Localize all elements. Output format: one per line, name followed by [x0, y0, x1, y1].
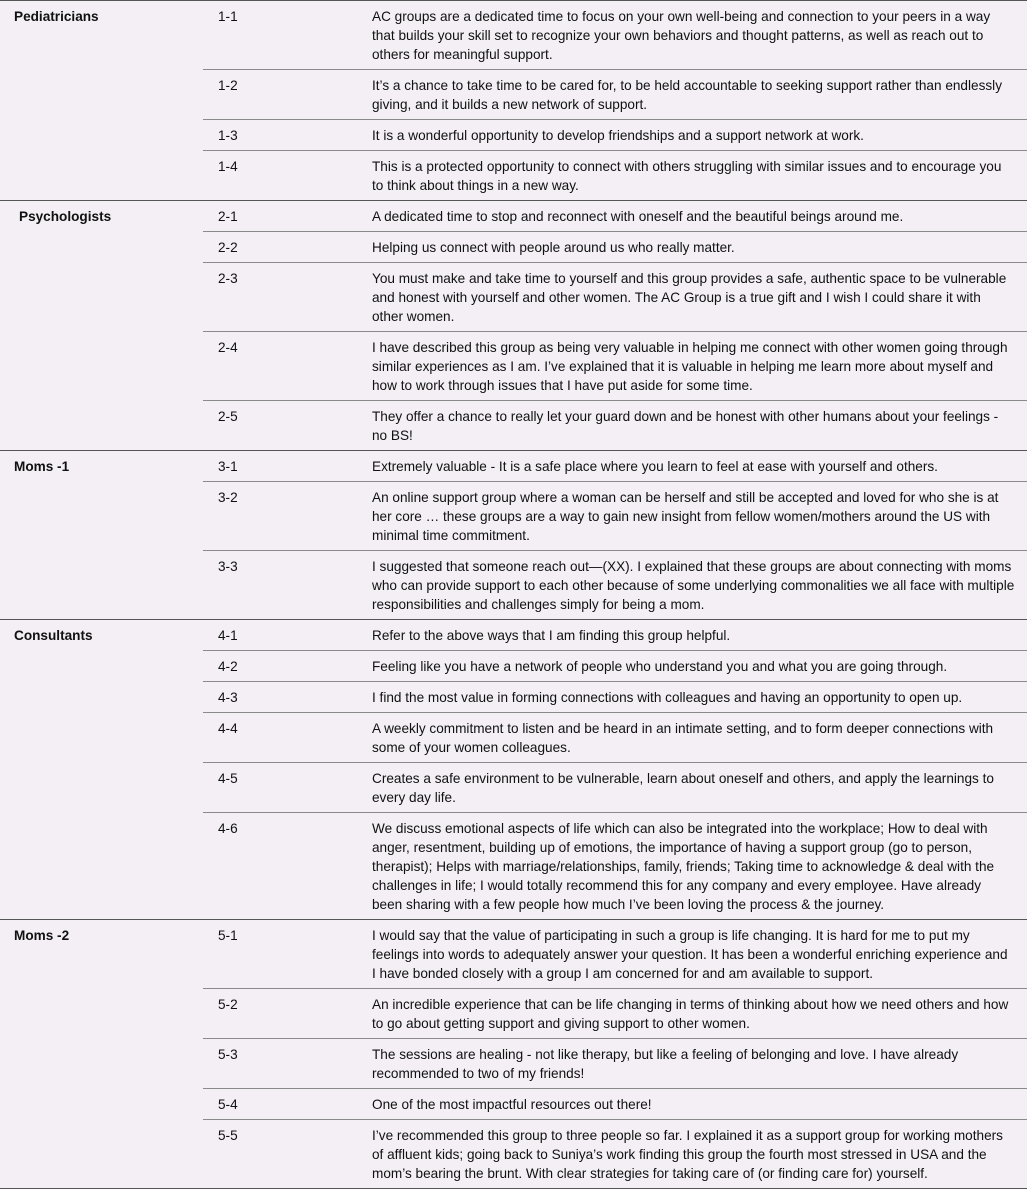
response-text-cell: You must make and take time to yourself and this group provides a safe, authentic space to be vulnerable and honest with yourself and other women. The AC Group is a true gift and I wish I could share it with other women. [358, 263, 1027, 332]
response-id-cell: 3-1 [203, 451, 358, 482]
response-text-cell: AC groups are a dedicated time to focus on your own well-being and connection to your peers in a way that builds your skill set to recognize your own behaviors and thought patterns, as well as reach out to others for meaningful support. [358, 1, 1027, 70]
response-text-cell: Helping us connect with people around us who really matter. [358, 232, 1027, 263]
table-row [0, 151, 1027, 201]
response-text-cell: Refer to the above ways that I am finding this group helpful. [358, 620, 1027, 651]
response-id-cell: 4-4 [203, 713, 358, 763]
response-id-cell: 3-2 [203, 482, 358, 551]
response-text-cell: They offer a chance to really let your guard down and be honest with other humans about your feelings - no BS! [372, 409, 999, 443]
group-section [0, 451, 1027, 620]
table-row [0, 120, 1027, 151]
response-text-cell: Extremely valuable - It is a safe place where you learn to feel at ease with yourself and others. [358, 451, 1027, 482]
response-id-cell: 1-4 [218, 159, 238, 174]
response-text-cell: I would say that the value of participating in such a group is life changing. It is hard for me to put my feelings into words to adequately answer your question. It has been a wonderful enriching experience and I have bonded closely with a group I am concerned for and am available to support. [358, 920, 1027, 989]
table-row [0, 620, 1027, 651]
response-id-cell: 4-5 [203, 763, 358, 813]
table-row [0, 920, 1027, 989]
response-text-cell: It is a wonderful opportunity to develop friendships and a support network at work. [358, 120, 1027, 151]
table-row [0, 332, 1027, 401]
response-id-cell: 5-4 [203, 1089, 358, 1120]
response-text-cell: A dedicated time to stop and reconnect with oneself and the beautiful beings around me. [358, 201, 1027, 232]
group-section [0, 920, 1027, 1189]
response-id-cell: 1-2 [203, 70, 358, 120]
group-section [0, 620, 1027, 920]
table-row [0, 713, 1027, 763]
group-name-cell [0, 232, 203, 263]
group-name-cell [0, 401, 203, 451]
table-row [0, 813, 1027, 920]
response-id-cell: 5-3 [203, 1039, 358, 1089]
group-name-cell: Psychologists [0, 201, 203, 232]
group-name-cell [0, 763, 203, 813]
group-name-cell [0, 551, 203, 620]
response-id-cell: 2-5 [218, 409, 238, 424]
table-row [0, 482, 1027, 551]
response-id-cell: 2-4 [203, 332, 358, 401]
group-name-cell: Moms -2 [0, 920, 203, 989]
group-name-cell [0, 813, 203, 920]
table-row [0, 1089, 1027, 1120]
response-text-cell: Feeling like you have a network of people who understand you and what you are going through. [358, 651, 1027, 682]
group-name-cell: Consultants [0, 620, 203, 651]
group-name-cell [0, 482, 203, 551]
table-row [0, 682, 1027, 713]
response-id-cell: 4-1 [203, 620, 358, 651]
response-text-cell: Creates a safe environment to be vulnerable, learn about oneself and others, and apply the learnings to every day life. [358, 763, 1027, 813]
response-text-cell: A weekly commitment to listen and be heard in an intimate setting, and to form deeper connections with some of your women colleagues. [358, 713, 1027, 763]
table-row [0, 989, 1027, 1039]
response-id-cell: 2-2 [203, 232, 358, 263]
group-name-cell [0, 70, 203, 120]
response-text-cell: I’ve recommended this group to three people so far. I explained it as a support group for working mothers of affluent kids; going back to Suniya’s work finding this group the fourth most stressed in USA and the mom’s bearing the brunt. With clear strategies for taking care of (or finding care for) yourself. [358, 1120, 1027, 1189]
response-text-cell: The sessions are healing - not like therapy, but like a feeling of belonging and love. I have already recommended to two of my friends! [358, 1039, 1027, 1089]
table-row [0, 763, 1027, 813]
response-id-cell: 1-1 [203, 1, 358, 70]
response-text-cell: I have described this group as being very valuable in helping me connect with other women going through similar experiences as I am. I’ve explained that it is valuable in helping me learn more about myself and how to work through issues that I have put aside for some time. [358, 332, 1027, 401]
table-row [0, 401, 1027, 451]
group-name-cell [0, 713, 203, 763]
group-name-cell [0, 1089, 203, 1120]
response-id-cell: 5-2 [203, 989, 358, 1039]
table-row [0, 651, 1027, 682]
group-name-cell [0, 1039, 203, 1089]
response-text-cell: An online support group where a woman can be herself and still be accepted and loved for who she is at her core … these groups are a way to gain new insight from fellow women/mothers around the US with minimal time commitment. [358, 482, 1027, 551]
response-text-cell: I suggested that someone reach out—(XX). I explained that these groups are about connecting with moms who can provide support to each other because of some underlying commonalities we all face with multiple responsibilities and challenges simply for being a mom. [372, 559, 1015, 612]
group-name-cell: Moms -1 [0, 451, 203, 482]
group-section [0, 1, 1027, 201]
group-name-cell [0, 651, 203, 682]
group-name-cell [0, 263, 203, 332]
response-text-cell: I find the most value in forming connections with colleagues and having an opportunity to open up. [358, 682, 1027, 713]
response-id-cell: 5-1 [203, 920, 358, 989]
table-row [0, 451, 1027, 482]
table-row [0, 232, 1027, 263]
group-name-cell [0, 682, 203, 713]
group-name-cell [0, 151, 203, 201]
response-id-cell: 4-6 [218, 821, 238, 836]
table-row [0, 1120, 1027, 1189]
response-id-cell: 4-2 [203, 651, 358, 682]
table-row [0, 1, 1027, 70]
group-name-cell [0, 989, 203, 1039]
group-name-cell [0, 332, 203, 401]
response-id-cell: 3-3 [218, 559, 238, 574]
table-row [0, 201, 1027, 232]
response-id-cell: 4-3 [203, 682, 358, 713]
response-id-cell: 5-5 [203, 1120, 358, 1189]
table-row [0, 70, 1027, 120]
response-id-cell: 1-3 [203, 120, 358, 151]
response-text-cell: An incredible experience that can be life changing in terms of thinking about how we need others and how to go about getting support and giving support to other women. [358, 989, 1027, 1039]
table-row [0, 551, 1027, 620]
response-text-cell: We discuss emotional aspects of life which can also be integrated into the workplace; How to deal with anger, resentment, building up of emotions, the importance of having a support group (go to person, therapist); Helps with marriage/relationships, family, friends; Taking time to acknowledge & deal with the challenges in life; I would totally recommend this for any company and every employee. Have already been sharing with a few people how much I’ve been loving the process & the journey. [372, 821, 995, 912]
response-text-cell: This is a protected opportunity to connect with others struggling with similar issues and to encourage you to think about things in a new way. [372, 159, 1002, 193]
group-name-cell [0, 120, 203, 151]
response-text-cell: One of the most impactful resources out there! [358, 1089, 1027, 1120]
table-row [0, 1039, 1027, 1089]
response-text-cell: It’s a chance to take time to be cared for, to be held accountable to seeking support rather than endlessly giving, and it builds a new network of support. [358, 70, 1027, 120]
response-id-cell: 2-1 [203, 201, 358, 232]
table-row [0, 263, 1027, 332]
group-section [0, 201, 1027, 451]
group-name-cell: Pediatricians [0, 1, 203, 70]
response-id-cell: 2-3 [203, 263, 358, 332]
group-name-cell [0, 1120, 203, 1189]
